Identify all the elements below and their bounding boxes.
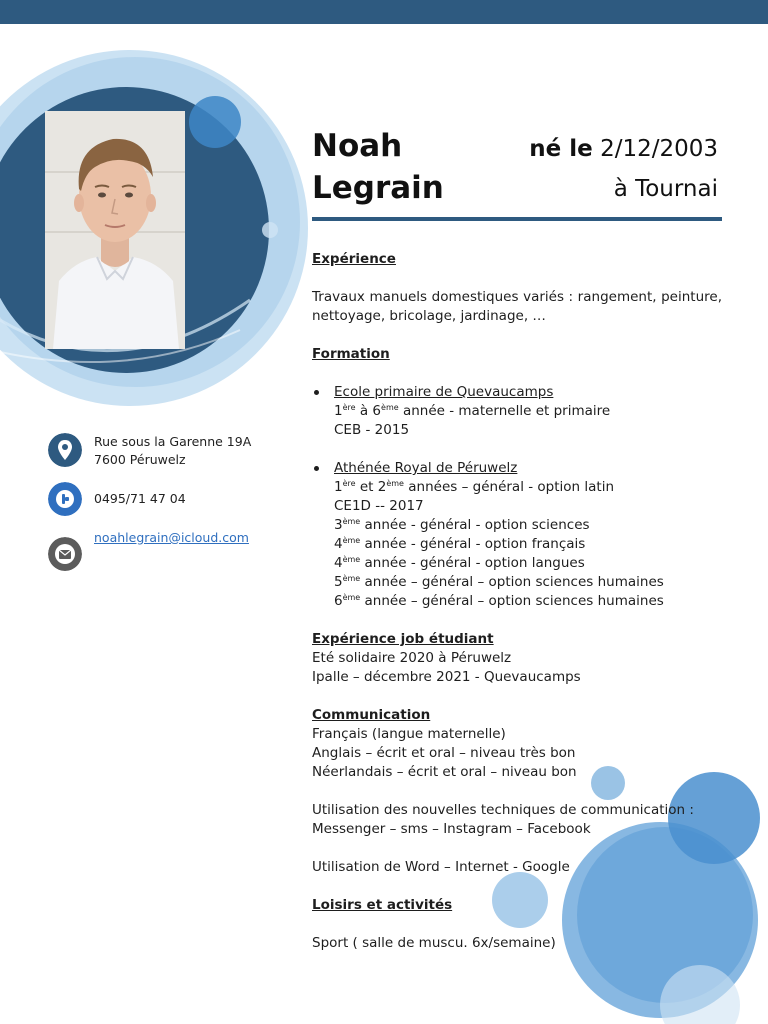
- school1-line2: CEB - 2015: [334, 422, 410, 438]
- job-item: Eté solidaire 2020 à Péruwelz: [312, 650, 512, 666]
- phone-icon: [48, 482, 82, 516]
- portrait-illustration: [45, 111, 185, 349]
- hobbies-heading: Loisirs et activités: [312, 897, 453, 913]
- school1-name: Ecole primaire de Quevaucamps: [312, 383, 722, 402]
- experience-text: Travaux manuels domestiques variés : rangement, peinture, nettoyage, bricolage, jardinage, …: [312, 289, 722, 324]
- school2-name: Athénée Royal de Péruwelz: [312, 459, 722, 478]
- school1-line1: 1ère à 6ème année - maternelle et primaire: [334, 403, 611, 419]
- school2-year: 5ème année – général – option sciences humaines: [334, 574, 664, 590]
- school2-line1: 1ère et 2ème années – général - option latin: [334, 479, 615, 495]
- language-item: Anglais – écrit et oral – niveau très bon: [312, 745, 576, 761]
- jobs-heading: Expérience job étudiant: [312, 631, 494, 647]
- language-item: Français (langue maternelle): [312, 726, 506, 742]
- main-content: [312, 250, 722, 953]
- job-item: Ipalle – décembre 2021 - Quevaucamps: [312, 669, 581, 685]
- school2-year: 4ème année - général - option langues: [334, 555, 585, 571]
- phone-number[interactable]: 0495/71 47 04: [94, 491, 186, 506]
- tools-intro: Utilisation des nouvelles techniques de communication :: [312, 802, 694, 818]
- address-line1: Rue sous la Garenne 19A: [94, 434, 252, 449]
- header-divider: [312, 217, 722, 221]
- born-prefix: né le: [529, 136, 593, 162]
- location-icon: [48, 433, 82, 467]
- birth-place: à Tournai: [613, 176, 718, 202]
- first-name: Noah: [312, 128, 403, 164]
- last-name: Legrain: [312, 170, 444, 206]
- address-line2: 7600 Péruwelz: [94, 452, 186, 467]
- school2-year: 3ème année - général - option sciences: [334, 517, 590, 533]
- software-line: Utilisation de Word – Internet - Google: [312, 859, 570, 875]
- tools-list: Messenger – sms – Instagram – Facebook: [312, 821, 591, 837]
- hobbies-text: Sport ( salle de muscu. 6x/semaine): [312, 935, 556, 951]
- communication-heading: Communication: [312, 707, 431, 723]
- language-item: Néerlandais – écrit et oral – niveau bon: [312, 764, 577, 780]
- email-icon: [48, 537, 82, 571]
- email-link[interactable]: noahlegrain@icloud.com: [94, 530, 249, 545]
- birth-date-line: [529, 138, 718, 161]
- school2-year: 6ème année – général – option sciences humaines: [334, 593, 664, 609]
- birth-date: 2/12/2003: [600, 136, 718, 162]
- formation-heading: Formation: [312, 346, 390, 362]
- school2-line2: CE1D -- 2017: [334, 498, 424, 514]
- experience-heading: Expérience: [312, 251, 396, 267]
- school2-year: 4ème année - général - option français: [334, 536, 586, 552]
- profile-photo: [45, 111, 185, 349]
